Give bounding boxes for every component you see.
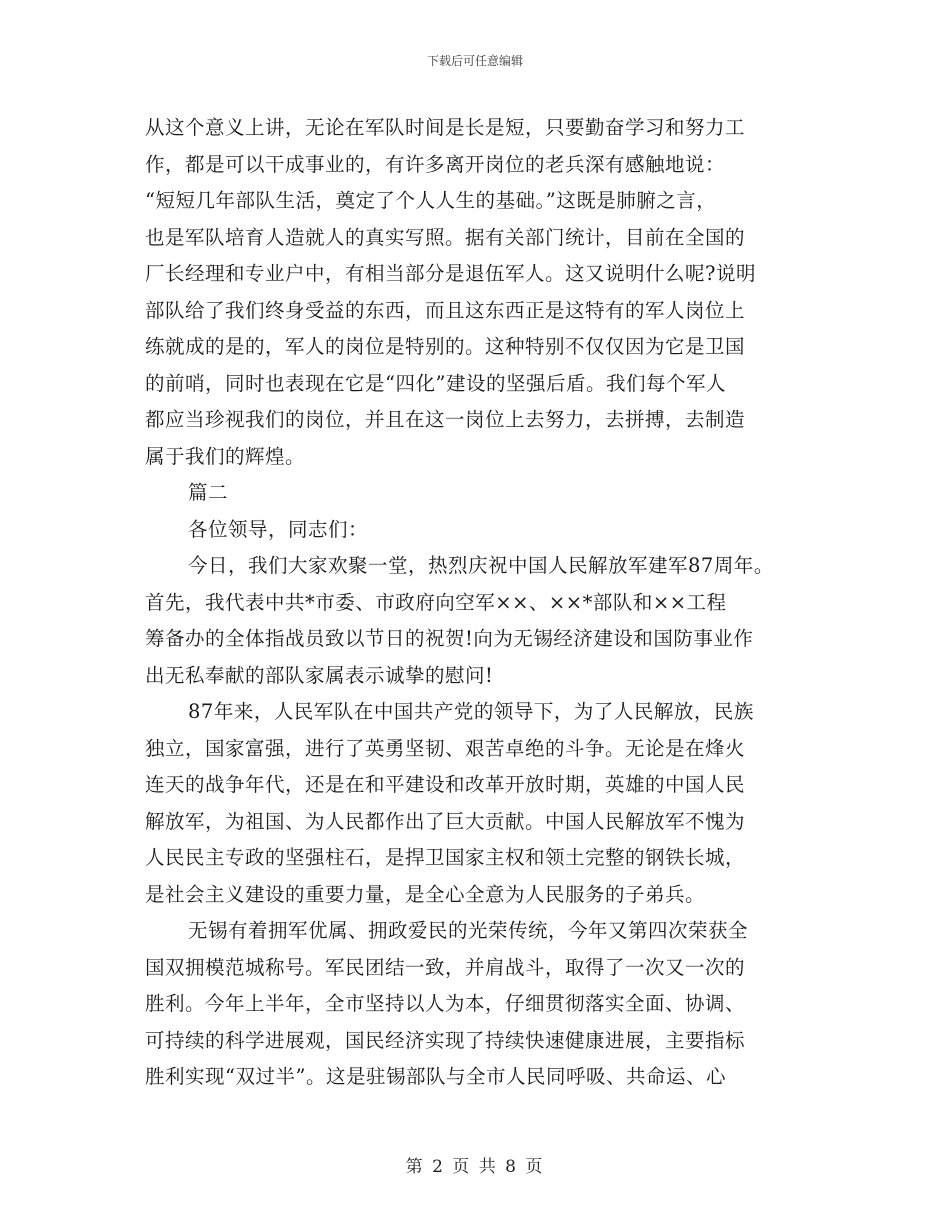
- text-line: 的前哨，同时也表现在它是“四化”建设的坚强后盾。我们每个军人: [145, 371, 726, 395]
- text-line: 出无私奉献的部队家属表示诚挚的慰问!: [145, 663, 494, 687]
- text-line: 也是军队培育人造就人的真实写照。据有关部门统计，目前在全国的: [145, 225, 746, 249]
- text-line: 胜利实现“双过半”。这是驻锡部队与全市人民同呼吸、共命运、心: [145, 1065, 726, 1088]
- text-line: 练就成的是的，军人的岗位是特别的。这种特别不仅仅因为它是卫国: [145, 335, 746, 358]
- text-line: 各位领导，同志们：: [188, 517, 369, 541]
- text-line: “短短几年部队生活，奠定了个人人生的基础。”这既是肺腑之言，: [145, 189, 717, 212]
- text-line: 国双拥模范城称号。军民团结一致，并肩战斗，取得了一次又一次的: [145, 955, 746, 979]
- text-line: 都应当珍视我们的岗位，并且在这一岗位上去努力，去拼搏，去制造: [145, 408, 746, 431]
- text-line: 从这个意义上讲，无论在军队时间是长是短，只要勤奋学习和努力工: [145, 116, 746, 139]
- text-line: 属于我们的辉煌。: [145, 444, 306, 468]
- text-line: 首先，我代表中共*市委、市政府向空军××、××*部队和××工程: [145, 590, 727, 614]
- text-line: 可持续的科学进展观，国民经济实现了持续快速健康进展，主要指标: [145, 1028, 746, 1052]
- text-line: 作，都是可以干成事业的，有许多离开岗位的老兵深有感触地说：: [145, 152, 726, 176]
- text-line: 是社会主义建设的重要力量，是全心全意为人民服务的子弟兵。: [145, 882, 706, 906]
- text-line: 篇二: [188, 481, 229, 504]
- text-line: 人民民主专政的坚强柱石，是捍卫国家主权和领土完整的钢铁长城，: [145, 846, 746, 869]
- page-header: 下载后可任意编辑: [426, 54, 523, 68]
- text-line: 筹备办的全体指战员致以节日的祝贺!向为无锡经济建设和国防事业作: [145, 627, 754, 650]
- text-line: 厂长经理和专业户中，有相当部分是退伍军人。这又说明什么呢?说明: [145, 262, 756, 285]
- text-line: 解放军，为祖国、为人民都作出了巨大贡献。中国人民解放军不愧为: [145, 809, 746, 833]
- text-line: 连天的战争年代，还是在和平建设和改革开放时期，英雄的中国人民: [145, 773, 746, 796]
- page-footer: 第 2 页 共 8 页: [405, 1157, 545, 1177]
- text-line: 独立，国家富强，进行了英勇坚韧、艰苦卓绝的斗争。无论是在烽火: [145, 736, 746, 760]
- text-line: 今日，我们大家欢聚一堂，热烈庆祝中国人民解放军建军87周年。: [188, 554, 774, 577]
- text-line: 无锡有着拥军优属、拥政爱民的光荣传统，今年又第四次荣获全: [188, 919, 749, 942]
- text-line: 胜利。今年上半年，全市坚持以人为本，仔细贯彻落实全面、协调、: [145, 992, 746, 1015]
- document-body: [145, 110, 805, 1096]
- text-line: 部队给了我们终身受益的东西，而且这东西正是这特有的军人岗位上: [145, 298, 746, 322]
- text-line: 87年来，人民军队在中国共产党的领导下，为了人民解放，民族: [188, 700, 754, 723]
